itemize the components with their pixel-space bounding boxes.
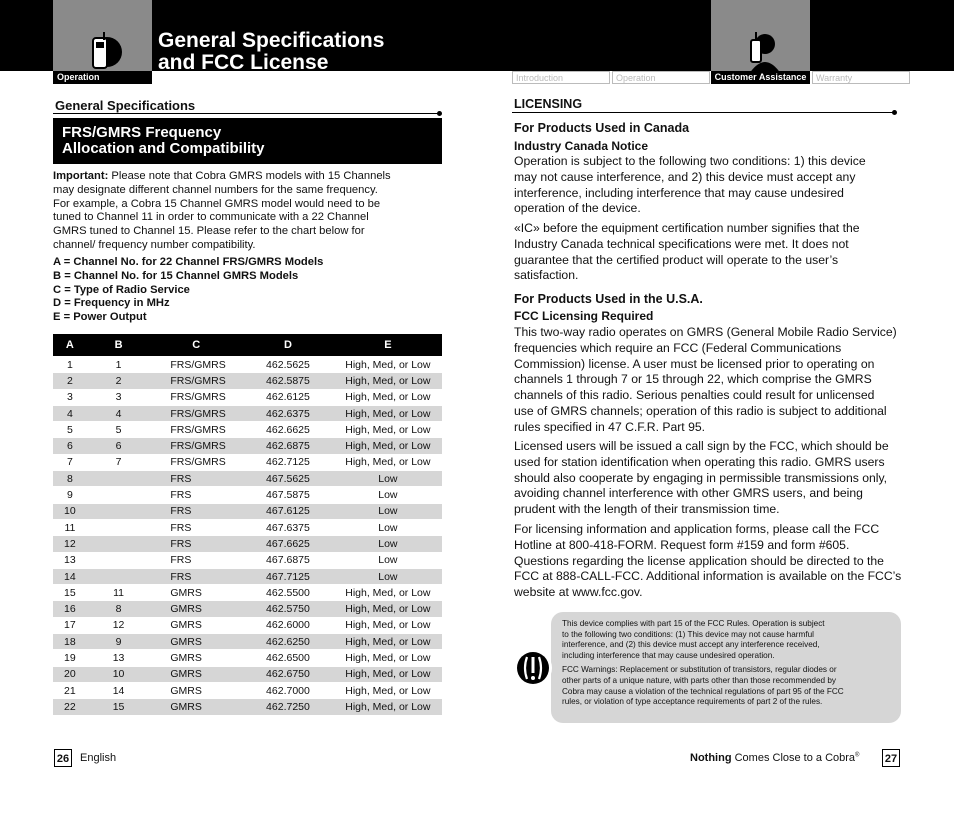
- nav-tab-operation[interactable]: Operation: [612, 71, 710, 84]
- subsection-box: FRS/GMRS Frequency Allocation and Compatibility: [53, 118, 442, 164]
- frequency-table: [53, 334, 442, 715]
- table-row: [53, 454, 442, 470]
- licensing-title: LICENSING: [514, 97, 583, 111]
- table-row: [53, 568, 442, 584]
- table-row: [53, 699, 442, 715]
- table-row: [53, 634, 442, 650]
- ic-paragraph-2: «IC» before the equipment certification number signifies that the Industry Canada technical specifications were met. It does not guarantee that the certified product will operate to the user’s satisfaction.: [514, 221, 860, 283]
- cell-b: 7: [87, 454, 151, 470]
- cell-e: High, Med, or Low: [334, 357, 442, 373]
- table-row: [53, 373, 442, 389]
- cell-a: 8: [53, 471, 87, 487]
- cell-d: 462.5750: [242, 601, 334, 617]
- table-row: [53, 405, 442, 421]
- cell-b: 8: [87, 601, 151, 617]
- cell-c: GMRS: [150, 617, 242, 633]
- cell-c: FRS: [150, 552, 242, 568]
- cell-b: 12: [87, 617, 151, 633]
- cell-a: 21: [53, 682, 87, 698]
- cell-c: GMRS: [150, 634, 242, 650]
- fcc-paragraph-1: This two-way radio operates on GMRS (General Mobile Radio Service) frequencies which require an FCC (Federal Communications Commission) license. A user must be licensed prior to operating on channels 1 through 7 or 15 through 22, which comprise the GMRS channels of this radio. Serious penalties could result for unlicensed use of GMRS channels; operation of this radio is subject to additional rules specified in 47 C.F.R. Part 95.: [514, 325, 897, 434]
- cell-d: 467.6375: [242, 519, 334, 535]
- section-tab-label: Customer Assistance: [711, 71, 810, 84]
- ic-paragraph-1: Operation is subject to the following two conditions: 1) this device may not cause interference, and 2) this device must accept any interference, including interference that may cause undesired operation of the device.: [514, 154, 866, 216]
- section-tab-customer-assistance: [711, 0, 810, 84]
- cell-c: FRS: [150, 503, 242, 519]
- cell-e: High, Med, or Low: [334, 585, 442, 601]
- fcc-notice-text: This device complies with part 15 of the FCC Rules. Operation is subject to the following two conditions: (1) This device may not cause harmful interference, and (2) this device must accept any interference received, including interference that may cause undesired operation. FCC Warnings: Replacement or substitution of transistors, regular diodes or other parts of a unique nature, with parts other than those recommended by Cobra may cause a violation of the technical regulations of part 95 of the FCC rules, or violation of type acceptance requirements of part 2 of the rules.: [562, 619, 844, 707]
- cell-e: High, Med, or Low: [334, 699, 442, 715]
- cell-e: High, Med, or Low: [334, 454, 442, 470]
- cell-a: 19: [53, 650, 87, 666]
- table-row: [53, 438, 442, 454]
- cell-e: High, Med, or Low: [334, 373, 442, 389]
- section-tab-label: Operation: [53, 71, 152, 84]
- cell-a: 10: [53, 503, 87, 519]
- table-row: [53, 357, 442, 373]
- fcc-paragraph-3: For licensing information and application forms, please call the FCC Hotline at 800-418-FORM. Request form #159 and form #605. Questions regarding the license application should be directed to the FCC at 888-CALL-FCC. Additional information is available on the FCC’s website at www.fcc.gov.: [514, 522, 902, 600]
- cell-c: FRS: [150, 568, 242, 584]
- cell-a: 15: [53, 585, 87, 601]
- col-header-b: B: [87, 334, 151, 357]
- cell-d: 462.6250: [242, 634, 334, 650]
- cell-b: 6: [87, 438, 151, 454]
- cell-b: 15: [87, 699, 151, 715]
- col-header-e: E: [334, 334, 442, 357]
- cell-a: 12: [53, 536, 87, 552]
- cell-c: GMRS: [150, 682, 242, 698]
- cell-e: High, Med, or Low: [334, 422, 442, 438]
- cell-c: GMRS: [150, 601, 242, 617]
- cell-a: 4: [53, 405, 87, 421]
- cell-c: FRS/GMRS: [150, 373, 242, 389]
- cell-c: GMRS: [150, 650, 242, 666]
- table-row: [53, 585, 442, 601]
- cell-d: 462.5875: [242, 373, 334, 389]
- table-row: [53, 682, 442, 698]
- cell-e: Low: [334, 536, 442, 552]
- cell-c: FRS: [150, 536, 242, 552]
- footer-slogan: Nothing Comes Close to a Cobra®: [690, 752, 860, 764]
- section-tab-operation: [53, 0, 152, 84]
- cell-e: High, Med, or Low: [334, 634, 442, 650]
- page-number-left: 26: [54, 749, 72, 767]
- cell-b: 10: [87, 666, 151, 682]
- table-header-row: [53, 334, 442, 357]
- cell-e: High, Med, or Low: [334, 650, 442, 666]
- cell-d: 462.6625: [242, 422, 334, 438]
- cell-c: FRS/GMRS: [150, 438, 242, 454]
- cell-e: Low: [334, 519, 442, 535]
- cell-a: 5: [53, 422, 87, 438]
- cell-b: 13: [87, 650, 151, 666]
- fcc-heading: FCC Licensing Required: [514, 309, 654, 323]
- cell-a: 6: [53, 438, 87, 454]
- cell-b: 9: [87, 634, 151, 650]
- cell-b: 4: [87, 405, 151, 421]
- cell-b: 2: [87, 373, 151, 389]
- table-row: [53, 650, 442, 666]
- cell-e: High, Med, or Low: [334, 438, 442, 454]
- cell-d: 467.5875: [242, 487, 334, 503]
- cell-c: FRS/GMRS: [150, 454, 242, 470]
- cell-c: FRS: [150, 519, 242, 535]
- cell-b: [87, 471, 151, 487]
- cell-b: [87, 536, 151, 552]
- cell-e: Low: [334, 471, 442, 487]
- cell-d: 462.6375: [242, 405, 334, 421]
- cell-e: High, Med, or Low: [334, 666, 442, 682]
- cell-b: 3: [87, 389, 151, 405]
- cell-c: GMRS: [150, 699, 242, 715]
- cell-a: 2: [53, 373, 87, 389]
- cell-d: 467.6125: [242, 503, 334, 519]
- table-row: [53, 601, 442, 617]
- person-icon: [741, 30, 781, 74]
- table-row: [53, 503, 442, 519]
- cell-b: [87, 552, 151, 568]
- cell-d: 467.7125: [242, 568, 334, 584]
- cell-c: FRS: [150, 487, 242, 503]
- usa-heading: For Products Used in the U.S.A.: [514, 292, 703, 306]
- cell-c: FRS/GMRS: [150, 422, 242, 438]
- cell-a: 11: [53, 519, 87, 535]
- table-row: [53, 519, 442, 535]
- table-row: [53, 617, 442, 633]
- cell-c: FRS/GMRS: [150, 389, 242, 405]
- table-row: [53, 666, 442, 682]
- important-note: Important: Please note that Cobra GMRS models with 15 Channels may designate different channel numbers for the same frequency. For example, a Cobra 15 Channel GMRS model would need to be tuned to Channel 11 in order to communicate with a 22 Channel GMRS tuned to Channel 15. Please refer to the chart below for channel/ frequency number compatibility.: [53, 170, 391, 251]
- col-header-c: C: [150, 334, 242, 357]
- cell-a: 22: [53, 699, 87, 715]
- cell-a: 17: [53, 617, 87, 633]
- section-title: General Specifications: [55, 98, 196, 113]
- ic-heading: Industry Canada Notice: [514, 139, 649, 153]
- cell-b: 11: [87, 585, 151, 601]
- cell-c: FRS/GMRS: [150, 405, 242, 421]
- cell-e: Low: [334, 552, 442, 568]
- cell-d: 462.6125: [242, 389, 334, 405]
- rule-dot: [437, 111, 442, 116]
- cell-d: 462.7250: [242, 699, 334, 715]
- cell-c: FRS/GMRS: [150, 357, 242, 373]
- fcc-paragraph-2: Licensed users will be issued a call sign by the FCC, which should be used for station identification when operating this radio. GMRS users should also cooperate by engaging in permissible transmissions only, avoiding channel interference with other GMRS users, and being prudent with the length of their transmission time.: [514, 439, 889, 517]
- warning-icon: [513, 648, 553, 688]
- table-row: [53, 389, 442, 405]
- cell-d: 467.6625: [242, 536, 334, 552]
- nav-tab-warranty[interactable]: Warranty: [812, 71, 910, 84]
- cell-e: Low: [334, 568, 442, 584]
- cell-d: 462.6000: [242, 617, 334, 633]
- column-legend: A = Channel No. for 22 Channel FRS/GMRS Models B = Channel No. for 15 Channel GMRS Models C = Type of Radio Service D = Frequency in MHz E = Power Output: [53, 256, 324, 324]
- rule-dot: [892, 110, 897, 115]
- cell-e: High, Med, or Low: [334, 405, 442, 421]
- cell-e: High, Med, or Low: [334, 617, 442, 633]
- cell-a: 9: [53, 487, 87, 503]
- cell-d: 462.5500: [242, 585, 334, 601]
- nav-tab-introduction[interactable]: Introduction: [512, 71, 610, 84]
- cell-d: 462.6500: [242, 650, 334, 666]
- cell-a: 7: [53, 454, 87, 470]
- canada-heading: For Products Used in Canada: [514, 121, 690, 135]
- section-rule: [512, 112, 894, 113]
- cell-b: 5: [87, 422, 151, 438]
- col-header-a: A: [53, 334, 87, 357]
- cell-a: 1: [53, 357, 87, 373]
- cell-d: 467.6875: [242, 552, 334, 568]
- cell-e: High, Med, or Low: [334, 601, 442, 617]
- cell-e: Low: [334, 503, 442, 519]
- cell-e: Low: [334, 487, 442, 503]
- table-row: [53, 487, 442, 503]
- cell-c: FRS: [150, 471, 242, 487]
- cell-a: 16: [53, 601, 87, 617]
- cell-a: 18: [53, 634, 87, 650]
- cell-b: [87, 568, 151, 584]
- cell-c: GMRS: [150, 585, 242, 601]
- cell-a: 14: [53, 568, 87, 584]
- cell-d: 462.5625: [242, 357, 334, 373]
- radio-icon: [83, 30, 123, 74]
- cell-b: 1: [87, 357, 151, 373]
- cell-a: 3: [53, 389, 87, 405]
- table-row: [53, 552, 442, 568]
- cell-a: 13: [53, 552, 87, 568]
- footer-language: English: [80, 752, 117, 764]
- cell-e: High, Med, or Low: [334, 682, 442, 698]
- cell-d: 462.7000: [242, 682, 334, 698]
- cell-e: High, Med, or Low: [334, 389, 442, 405]
- page-title: General Specifications and FCC License: [158, 29, 385, 74]
- cell-d: 462.7125: [242, 454, 334, 470]
- col-header-d: D: [242, 334, 334, 357]
- cell-b: 14: [87, 682, 151, 698]
- table-row: [53, 422, 442, 438]
- table-row: [53, 536, 442, 552]
- cell-a: 20: [53, 666, 87, 682]
- cell-d: 462.6750: [242, 666, 334, 682]
- cell-b: [87, 487, 151, 503]
- cell-b: [87, 503, 151, 519]
- cell-c: GMRS: [150, 666, 242, 682]
- page-number-right: 27: [882, 749, 900, 767]
- cell-d: 467.5625: [242, 471, 334, 487]
- cell-d: 462.6875: [242, 438, 334, 454]
- section-rule: [53, 113, 439, 114]
- table-row: [53, 471, 442, 487]
- table-body: [53, 357, 442, 715]
- cell-b: [87, 519, 151, 535]
